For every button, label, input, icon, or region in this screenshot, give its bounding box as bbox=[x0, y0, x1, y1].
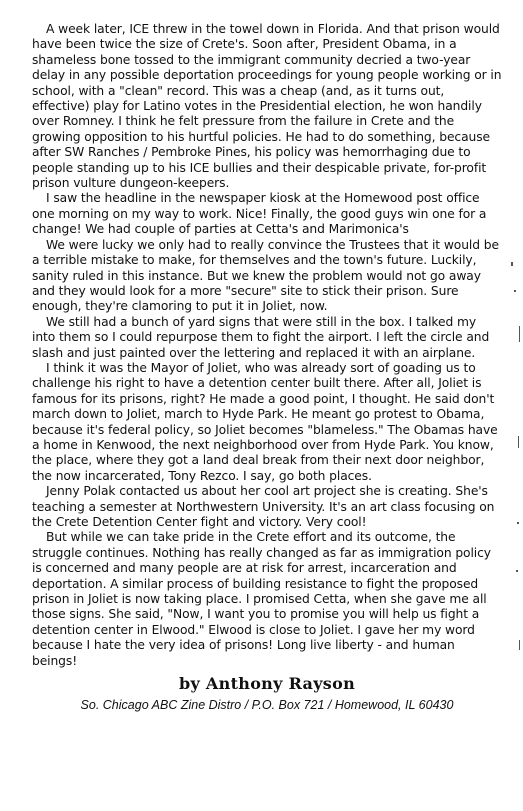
scan-speck bbox=[514, 290, 516, 292]
paragraph-ice-florida: A week later, ICE threw in the towel down in Florida. And that prison would have been twice the size of Crete's. Soon after, President Obama, in a shameless bone tossed to the immigrant community decried a two-year delay in any possible deportation proceedings for young people working or in school, with a "clean" record. This was a cheap (and, as it turns out, effective) play for Latino votes in the Presidential election, he won handily over Romney. I think he felt pressure from the failure in Crete and the growing opposition to his hurtful policies. He had to do something, because after SW Ranches / Pembroke Pines, his policy was hemorrhaging due to people standing up to his ICE bullies and their despicable private, for-profit prison vulture dungeon-keepers. bbox=[32, 22, 502, 191]
distro-address: So. Chicago ABC Zine Distro / P.O. Box 721 / Homewood, IL 60430 bbox=[80, 698, 454, 713]
scan-speck bbox=[516, 570, 518, 572]
scan-speck bbox=[519, 640, 520, 650]
scan-speck bbox=[511, 262, 513, 266]
paragraph-mayor-joliet: I think it was the Mayor of Joliet, who was already sort of goading us to challenge his right to have a detention center built there. After all, Joliet is famous for its prisons, right? He made a good point, I thought. He said don't march down to Joliet, march to Hyde Park. He meant go protest to Obama, because it's federal policy, so Joliet becomes "blameless." The Obamas have a home in Kenwood, the next neighborhood over from Hyde Park. You know, the place, where they got a land deal break from their next door neighbor, the now incarcerated, Tony Rezco. I say, go both places. bbox=[32, 360, 498, 483]
paragraph-art-project: Jenny Polak contacted us about her cool art project she is creating. She's teaching a semester at Northwestern University. It's an art class focusing on the Crete Detention Center fight and victory. Very cool! bbox=[32, 484, 495, 529]
paragraph-struggle-continues: But while we can take pride in the Crete effort and its outcome, the struggle continues. Nothing has really changed as far as immigration policy is concerned and many people are at risk for arrest, incarceration and deportation. A similar process of building resistance to fight the proposed prison in Joliet is now taking place. I promised Cetta, when she gave me all those signs. She said, "Now, I want you to promise you will help us fight a detention center in Elwood." Elwood is close to Joliet. I gave her my word because I hate the very idea of prisons! Long live liberty - and human beings! bbox=[32, 530, 491, 668]
paragraph-yard-signs: We still had a bunch of yard signs that were still in the box. I talked my into them so I could repurpose them to fight the airport. I left the circle and slash and just painted over the lettering and replaced it with an airplane. bbox=[32, 314, 490, 360]
author-byline: by Anthony Rayson bbox=[178, 674, 356, 694]
zine-page bbox=[32, 22, 502, 713]
scan-speck bbox=[518, 436, 519, 448]
scan-speck bbox=[519, 326, 520, 342]
scan-speck bbox=[517, 522, 519, 524]
paragraph-headline: I saw the headline in the newspaper kiosk at the Homewood post office one morning on my way to work. Nice! Finally, the good guys win one for a change! We had couple of parties at Cetta's and Marimonica's bbox=[32, 191, 487, 237]
paragraph-trustees: We were lucky we only had to really convince the Trustees that it would be a terrible mistake to make, for themselves and the town's future. Luckily, sanity ruled in this instance. But we knew the problem would not go away and they would look for a more "secure" site to stick their prison. Sure enough, they're clamoring to put it in Joliet, now. bbox=[32, 237, 499, 314]
